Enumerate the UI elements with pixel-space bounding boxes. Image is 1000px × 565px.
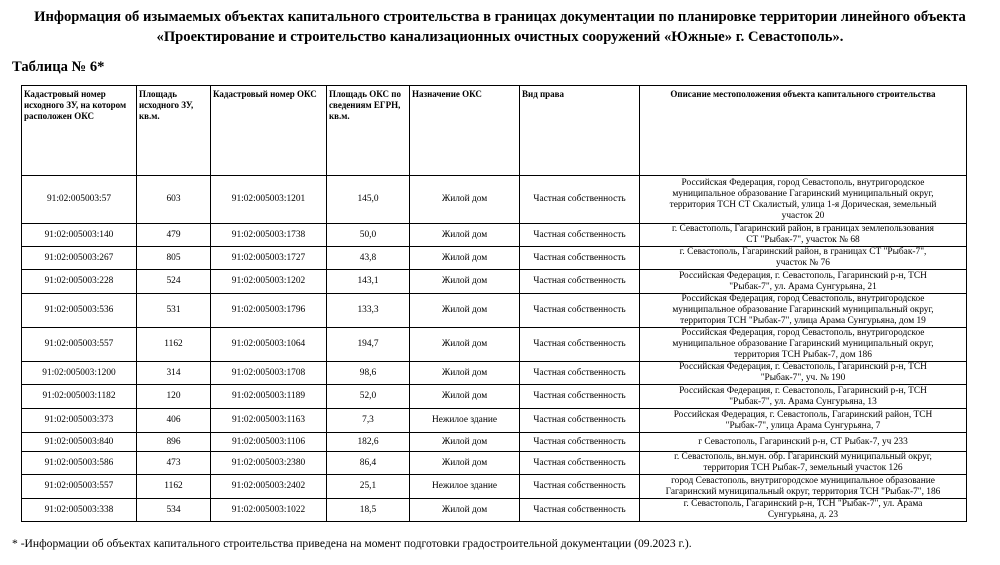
cell-oks-cadastral: 91:02:005003:1106 [211, 433, 327, 452]
cell-right-type: Частная собственность [520, 499, 640, 522]
cell-oks-cadastral: 91:02:005003:1727 [211, 247, 327, 270]
table-caption: Таблица № 6* [12, 59, 105, 75]
cell-oks-area: 7,3 [327, 409, 410, 433]
cell-parcel-cadastral: 91:02:005003:536 [22, 294, 137, 328]
cell-location: Российская Федерация, г. Севастополь, Гагаринский р-н, ТСН "Рыбак-7", уч. № 190 [640, 362, 967, 385]
cell-parcel-cadastral: 91:02:005003:1200 [22, 362, 137, 385]
column-header-parcel-area: Площадь исходного ЗУ, кв.м. [137, 86, 211, 176]
column-header-oks-cadastral: Кадастровый номер ОКС [211, 86, 327, 176]
cell-right-type: Частная собственность [520, 224, 640, 247]
cell-purpose: Жилой дом [410, 247, 520, 270]
cell-oks-cadastral: 91:02:005003:1202 [211, 270, 327, 294]
cell-right-type: Частная собственность [520, 409, 640, 433]
table-row [22, 270, 967, 294]
cell-purpose: Жилой дом [410, 224, 520, 247]
cell-oks-cadastral: 91:02:005003:1163 [211, 409, 327, 433]
table-row [22, 452, 967, 475]
cell-parcel-area: 406 [137, 409, 211, 433]
cell-location: г Севастополь, Гагаринский р-н, СТ Рыбак-7, уч 233 [640, 433, 967, 452]
cell-parcel-cadastral: 91:02:005003:557 [22, 475, 137, 499]
cell-parcel-area: 531 [137, 294, 211, 328]
cell-oks-area: 25,1 [327, 475, 410, 499]
cell-location: г. Севастополь, Гагаринский район, в границах СТ "Рыбак-7", участок № 76 [640, 247, 967, 270]
oks-table [21, 85, 967, 522]
cell-oks-area: 194,7 [327, 328, 410, 362]
cell-parcel-cadastral: 91:02:005003:1182 [22, 385, 137, 409]
cell-parcel-cadastral: 91:02:005003:267 [22, 247, 137, 270]
cell-parcel-area: 896 [137, 433, 211, 452]
cell-purpose: Нежилое здание [410, 475, 520, 499]
cell-oks-area: 18,5 [327, 499, 410, 522]
cell-parcel-cadastral: 91:02:005003:586 [22, 452, 137, 475]
cell-parcel-area: 1162 [137, 328, 211, 362]
table-row [22, 475, 967, 499]
cell-parcel-cadastral: 91:02:005003:228 [22, 270, 137, 294]
column-header-right-type: Вид права [520, 86, 640, 176]
cell-location: Российская Федерация, город Севастополь, внутригородское муниципальное образование Гагаринский муниципальный округ, территория ТСН "Рыбак-7", улица Арама Сунгурьяна, дом 19 [640, 294, 967, 328]
cell-oks-cadastral: 91:02:005003:1201 [211, 176, 327, 224]
column-header-oks-area: Площадь ОКС по сведениям ЕГРН, кв.м. [327, 86, 410, 176]
table-header [22, 86, 967, 176]
cell-location: Российская Федерация, г. Севастополь, Гагаринский р-н, ТСН "Рыбак-7", ул. Арама Сунгурьяна, 13 [640, 385, 967, 409]
cell-purpose: Нежилое здание [410, 409, 520, 433]
cell-oks-area: 50,0 [327, 224, 410, 247]
cell-oks-area: 133,3 [327, 294, 410, 328]
column-header-location: Описание местоположения объекта капитального строительства [640, 86, 967, 176]
cell-oks-area: 182,6 [327, 433, 410, 452]
cell-purpose: Жилой дом [410, 499, 520, 522]
cell-parcel-cadastral: 91:02:005003:57 [22, 176, 137, 224]
cell-right-type: Частная собственность [520, 328, 640, 362]
cell-oks-cadastral: 91:02:005003:1022 [211, 499, 327, 522]
table-row [22, 224, 967, 247]
cell-right-type: Частная собственность [520, 475, 640, 499]
cell-purpose: Жилой дом [410, 294, 520, 328]
cell-location: г. Севастополь, вн.мун. обр. Гагаринский муниципальный округ, территория ТСН Рыбак-7, земельный участок 126 [640, 452, 967, 475]
cell-oks-area: 86,4 [327, 452, 410, 475]
footnote: * -Информации об объектах капитального строительства приведена на момент подготовки градостроительной документации (09.2023 г.). [12, 537, 692, 550]
cell-purpose: Жилой дом [410, 385, 520, 409]
table-row [22, 499, 967, 522]
cell-location: город Севастополь, внутригородское муниципальное образование Гагаринский муниципальный округ, территория ТСН "Рыбак-7", 186 [640, 475, 967, 499]
cell-oks-cadastral: 91:02:005003:1796 [211, 294, 327, 328]
cell-location: Российская Федерация, г. Севастополь, Гагаринский р-н, ТСН "Рыбак-7", ул. Арама Сунгурьяна, 21 [640, 270, 967, 294]
cell-oks-cadastral: 91:02:005003:1708 [211, 362, 327, 385]
cell-parcel-area: 603 [137, 176, 211, 224]
cell-oks-cadastral: 91:02:005003:2380 [211, 452, 327, 475]
cell-parcel-cadastral: 91:02:005003:140 [22, 224, 137, 247]
cell-parcel-cadastral: 91:02:005003:557 [22, 328, 137, 362]
cell-oks-area: 43,8 [327, 247, 410, 270]
column-header-purpose: Назначение ОКС [410, 86, 520, 176]
table-row [22, 176, 967, 224]
cell-parcel-area: 314 [137, 362, 211, 385]
cell-parcel-cadastral: 91:02:005003:338 [22, 499, 137, 522]
cell-right-type: Частная собственность [520, 385, 640, 409]
table-row [22, 385, 967, 409]
cell-parcel-area: 805 [137, 247, 211, 270]
cell-right-type: Частная собственность [520, 247, 640, 270]
cell-purpose: Жилой дом [410, 433, 520, 452]
cell-location: Российская Федерация, город Севастополь, внутригородское муниципальное образование Гагаринский муниципальный округ, территория ТСН Рыбак-7, дом 186 [640, 328, 967, 362]
cell-purpose: Жилой дом [410, 452, 520, 475]
cell-purpose: Жилой дом [410, 270, 520, 294]
cell-location: г. Севастополь, Гагаринский район, в границах землепользования СТ "Рыбак-7", участок № 68 [640, 224, 967, 247]
cell-oks-area: 145,0 [327, 176, 410, 224]
cell-oks-cadastral: 91:02:005003:1189 [211, 385, 327, 409]
cell-oks-area: 52,0 [327, 385, 410, 409]
cell-parcel-area: 479 [137, 224, 211, 247]
cell-parcel-cadastral: 91:02:005003:840 [22, 433, 137, 452]
cell-parcel-area: 120 [137, 385, 211, 409]
document-title: Информация об изымаемых объектах капитального строительства в границах документации по планировке территории линейного объекта «Проектирование и строительство канализационных очистных сооружений «Южные» г. Севастополь». [34, 9, 966, 45]
cell-parcel-cadastral: 91:02:005003:373 [22, 409, 137, 433]
cell-right-type: Частная собственность [520, 294, 640, 328]
cell-purpose: Жилой дом [410, 328, 520, 362]
cell-right-type: Частная собственность [520, 433, 640, 452]
table-row [22, 328, 967, 362]
cell-parcel-area: 524 [137, 270, 211, 294]
cell-oks-cadastral: 91:02:005003:2402 [211, 475, 327, 499]
cell-right-type: Частная собственность [520, 452, 640, 475]
cell-right-type: Частная собственность [520, 362, 640, 385]
table-row [22, 433, 967, 452]
column-header-parcel-cadastral: Кадастровый номер исходного ЗУ, на котором расположен ОКС [22, 86, 137, 176]
cell-parcel-area: 1162 [137, 475, 211, 499]
table-row [22, 409, 967, 433]
header-row [22, 86, 967, 176]
cell-purpose: Жилой дом [410, 362, 520, 385]
cell-oks-cadastral: 91:02:005003:1064 [211, 328, 327, 362]
cell-location: Российская Федерация, город Севастополь, внутригородское муниципальное образование Гагаринский муниципальный округ, территория ТСН СТ Скалистый, улица 1-я Дорическая, земельный участок 20 [640, 176, 967, 224]
cell-parcel-area: 473 [137, 452, 211, 475]
cell-oks-area: 143,1 [327, 270, 410, 294]
table-row [22, 362, 967, 385]
table-row [22, 294, 967, 328]
cell-oks-area: 98,6 [327, 362, 410, 385]
table-body [22, 176, 967, 522]
cell-location: Российская Федерация, г. Севастополь, Гагаринский район, ТСН "Рыбак-7", улица Арама Сунгурьяна, 7 [640, 409, 967, 433]
cell-oks-cadastral: 91:02:005003:1738 [211, 224, 327, 247]
cell-location: г. Севастополь, Гагаринский р-н, ТСН "Рыбак-7", ул. Арама Сунгурьяна, д. 23 [640, 499, 967, 522]
cell-parcel-area: 534 [137, 499, 211, 522]
cell-purpose: Жилой дом [410, 176, 520, 224]
table-row [22, 247, 967, 270]
cell-right-type: Частная собственность [520, 176, 640, 224]
cell-right-type: Частная собственность [520, 270, 640, 294]
